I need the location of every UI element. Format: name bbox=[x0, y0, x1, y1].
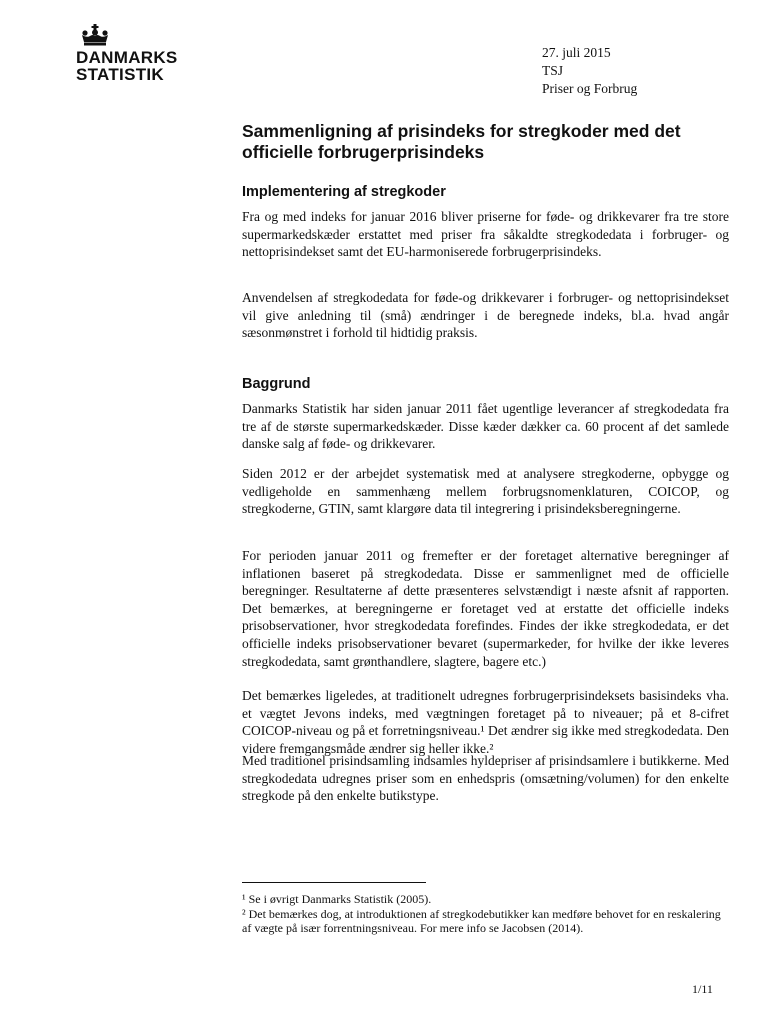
meta-department: Priser og Forbrug bbox=[542, 81, 638, 96]
page-number: 1/11 bbox=[692, 982, 713, 996]
logo-line-2: STATISTIK bbox=[76, 65, 165, 84]
document-title: Sammenligning af prisindeks for stregkoder med det officielle forbrugerprisindeks bbox=[242, 121, 681, 162]
footnote-divider bbox=[242, 882, 426, 883]
meta-initials: TSJ bbox=[542, 63, 564, 78]
section-heading-baggrund: Baggrund bbox=[242, 376, 311, 392]
footnote-2: ² Det bemærkes dog, at introduktionen af stregkodebutikker kan medføre behovet for en reskalering af vægte på især forrentningsniveau. For mere info se Jacobsen (2014). bbox=[242, 907, 721, 936]
paragraph: Danmarks Statistik har siden januar 2011 fået ugentlige leverancer af stregkodedata fra tre af de største supermarkedskæder. Disse kæder dækker ca. 60 procent af det samlede danske salg af føde- og drikkevarer. bbox=[242, 401, 729, 452]
logo-wordmark bbox=[76, 49, 206, 83]
logo-line-1: DANMARKS bbox=[76, 48, 178, 67]
danmarks-statistik-logo bbox=[76, 24, 206, 83]
document-meta bbox=[542, 44, 637, 98]
meta-date: 27. juli 2015 bbox=[542, 45, 611, 60]
paragraph: Med traditionel prisindsamling indsamles hyldepriser af prisindsamlere i butikkerne. Med stregkodedata udregnes priser som en enhedspris (omsætning/volumen) for den enkelte stregkode på den enkelte butikstype. bbox=[242, 753, 729, 804]
paragraph: Anvendelsen af stregkodedata for føde-og drikkevarer i forbruger- og nettoprisindekset vil give anledning til (små) ændringer i de beregnede indeks, bl.a. hvad angår sæsonmønstret i forhold til hidtidig praksis. bbox=[242, 290, 729, 341]
paragraph: Siden 2012 er der arbejdet systematisk med at analysere stregkoderne, opbygge og vedligeholde en sammenhæng mellem forbrugsnomenklaturen, COICOP, og stregkoderne, GTIN, samt klargøre data til integrering i prisindeksberegningerne. bbox=[242, 466, 729, 517]
paragraph: Det bemærkes ligeledes, at traditionelt udregnes forbrugerprisindeksets basisindeks vha. et vægtet Jevons indeks, med vægtningen foretaget på to niveauer; på et 8-cifret COICOP-niveau og på et forretningsniveau.¹ Det ændrer sig ikke med stregkodedata. Den videre fremgangsmåde ændrer sig heller ikke.² bbox=[242, 688, 729, 756]
footnote-1: ¹ Se i øvrigt Danmarks Statistik (2005). bbox=[242, 892, 432, 906]
section-heading-implementering: Implementering af stregkoder bbox=[242, 184, 446, 200]
paragraph: For perioden januar 2011 og fremefter er der foretaget alternative beregninger af inflationen baseret på stregkodedata. Disse er sammenlignet med de officielle beregninger. Resultaterne af dette præsenteres selvstændigt i næste afsnit af rapporten. Det bemærkes, at beregningerne er foretaget ved at erstatte det officielle indeks prisobservationer, hvor stregkodedata forefindes. Findes der ikke stregkodedata, er det officielle indeks prisobservationer bevaret (supermarkeder, for hvilke der ikke leveres stregkodedata, samt grønthandlere, slagtere, bagere etc.) bbox=[242, 548, 729, 669]
paragraph: Fra og med indeks for januar 2016 bliver priserne for føde- og drikkevarer fra tre store supermarkedskæder erstattet med priser fra såkaldte stregkodedata i forbruger- og nettoprisindekset samt det EU-harmoniserede forbrugerprisindeks. bbox=[242, 209, 729, 260]
crown-icon bbox=[80, 24, 110, 46]
